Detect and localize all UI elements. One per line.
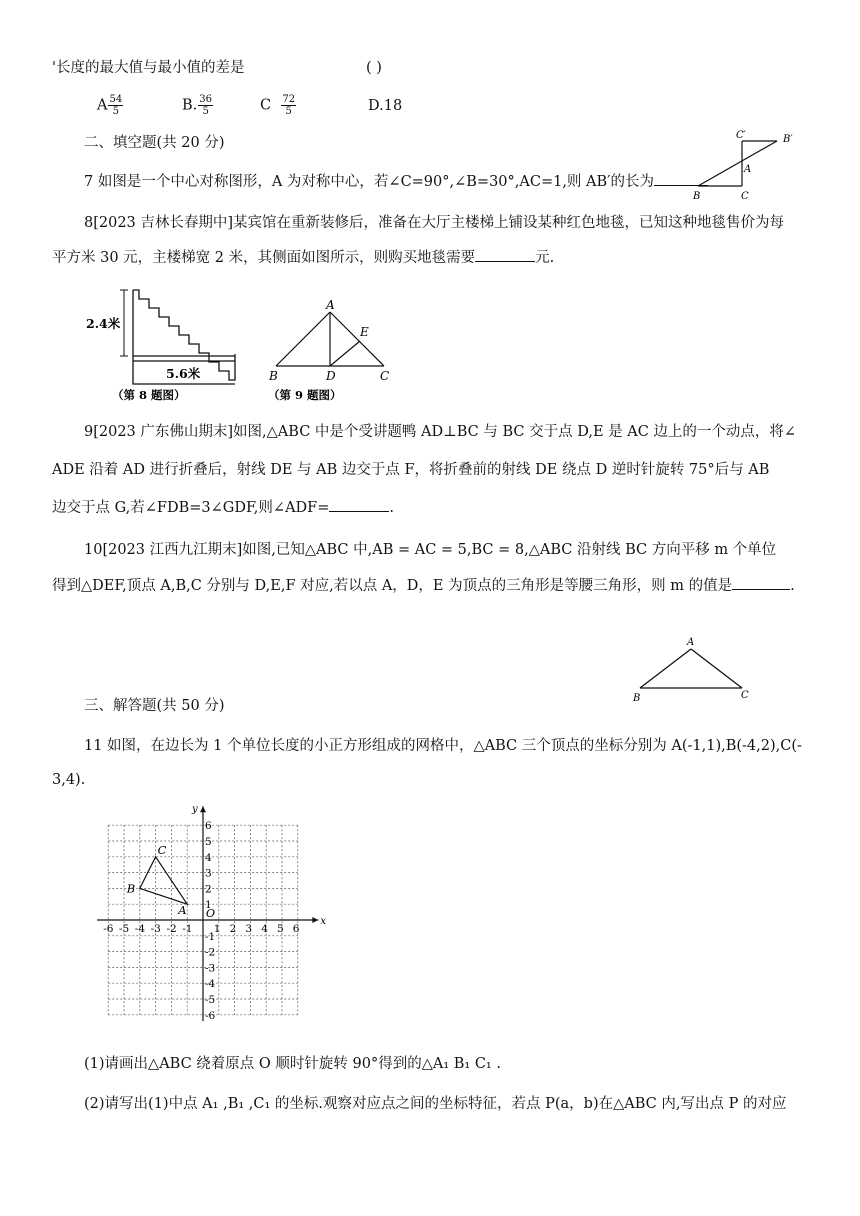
q8-width-label: 5.6米 — [166, 366, 201, 381]
y-tick-label: 6 — [205, 820, 212, 833]
q6-answer-paren: ( ) — [366, 60, 382, 76]
y-tick-label: 1 — [205, 899, 212, 912]
triangle-abc — [140, 857, 187, 904]
x-tick-label: -4 — [134, 923, 146, 935]
q10-line-2: 得到△DEF,顶点 A,B,C 分别与 D,E,F 对应,若以点 A，D，E 为顶点的三角形是等腰三角形，则 m 的值是 . — [52, 578, 795, 594]
q9-answer-blank[interactable] — [329, 511, 389, 512]
q8-figure-caption: （第 8 题图） — [112, 388, 186, 402]
x-tick-label: 1 — [213, 923, 221, 935]
q6-option-b — [182, 94, 213, 117]
vertex-label-a: A — [178, 903, 187, 918]
q9-label-b: B — [269, 369, 278, 383]
q11-part-2: (2)请写出(1)中点 A₁ ,B₁ ,C₁ 的坐标.观察对应点之间的坐标特征，若点 P(a，b)在△ABC 内,写出点 P 的对应 — [84, 1096, 787, 1112]
q10-stem: 得到△DEF,顶点 A,B,C 分别与 D,E,F 对应,若以点 A，D，E 为顶点的三角形是等腰三角形，则 m 的值是 — [52, 578, 733, 594]
q10-line-1: 10[2023 江西九江期末]如图,已知△ABC 中,AB = AC = 5,BC = 8,△ABC 沿射线 BC 方向平移 m 个单位 — [84, 542, 777, 558]
y-axis-arrow-icon — [200, 806, 206, 812]
q7-label-c: C — [741, 191, 749, 202]
q9-line-2: ADE 沿着 AD 进行折叠后，射线 DE 与 AB 边交于点 F，将折叠前的射线 DE 绕点 D 逆时针旋转 75°后与 AB — [52, 462, 770, 478]
y-tick-label: 4 — [205, 851, 212, 864]
option-c-fraction: $\frac{72}{5}$ — [282, 94, 296, 117]
section-title-fill-in: 二、填空题(共 20 分) — [84, 135, 225, 151]
vertex-label-c: C — [157, 842, 167, 857]
x-tick-label: -6 — [103, 923, 114, 935]
option-b-label: B. — [182, 97, 198, 114]
x-tick-label: 2 — [229, 923, 237, 935]
y-tick-label: 3 — [205, 867, 212, 880]
q8-height-label: 2.4米 — [86, 316, 121, 331]
y-tick-label: -6 — [205, 1009, 216, 1022]
q9-figure-caption: （第 9 题图） — [268, 388, 342, 402]
y-tick-label: -1 — [205, 930, 216, 943]
y-tick-label: -4 — [205, 978, 216, 991]
q8-staircase-figure — [86, 284, 246, 404]
q7-figure — [690, 128, 800, 202]
y-tick-label: -2 — [205, 946, 216, 959]
y-tick-label: 2 — [205, 883, 212, 896]
q9-stem: 边交于点 G,若∠FDB=3∠GDF,则∠ADF= — [52, 500, 330, 516]
q10-label-a: A — [687, 637, 695, 648]
x-tick-label: 3 — [245, 923, 253, 935]
q8-line-2 — [52, 248, 554, 268]
option-b-fraction: $\frac{36}{5}$ — [199, 94, 212, 117]
option-c-label: C — [260, 97, 272, 114]
q11-line-2: 3,4). — [52, 772, 86, 788]
y-tick-label: -3 — [205, 962, 216, 975]
q9-label-d: D — [326, 369, 336, 383]
q11-coordinate-grid — [86, 798, 326, 1044]
option-a-label: A — [97, 97, 108, 114]
q10-label-c: C — [741, 690, 749, 701]
q7-label-b: B — [693, 191, 701, 202]
q8-unit: 元. — [535, 250, 555, 266]
q10-triangle-figure — [628, 634, 758, 704]
q7-label-b-prime: B′ — [783, 134, 793, 145]
x-tick-label: -3 — [150, 923, 161, 935]
x-axis-label: x — [320, 916, 326, 927]
q11-part-1: (1)请画出△ABC 绕着原点 O 顺时针旋转 90°得到的△A₁ B₁ C₁ . — [84, 1056, 501, 1072]
x-axis-arrow-icon — [312, 917, 318, 923]
y-tick-label: 5 — [205, 836, 212, 848]
q11-line-1: 11 如图，在边长为 1 个单位长度的小正方形组成的网格中，△ABC 三个顶点的坐标分别为 A(-1,1),B(-4,2),C(- — [84, 738, 802, 754]
q7-text — [84, 172, 708, 192]
q9-line-3: 边交于点 G,若∠FDB=3∠GDF,则∠ADF= . — [52, 500, 394, 516]
q8-stem: 平方米 30 元，主楼梯宽 2 米，其侧面如图所示，则购买地毯需要 — [52, 250, 476, 266]
y-axis-label: y — [192, 804, 198, 816]
q10-answer-blank[interactable] — [732, 589, 790, 590]
q9-label-c: C — [380, 369, 390, 383]
vertex-label-b: B — [126, 881, 136, 896]
q7-label-c-prime: C′ — [736, 130, 746, 141]
q9-label-a: A — [326, 298, 335, 312]
x-tick-label: -1 — [182, 923, 193, 935]
q6-option-d: D.18 — [368, 98, 403, 114]
x-tick-label: -2 — [166, 923, 177, 935]
x-tick-label: 6 — [292, 923, 300, 935]
q7-stem: 7 如图是一个中心对称图形，A 为对称中心，若∠C=90°,∠B=30°,AC=1,则 AB′的长为 — [84, 174, 654, 190]
x-tick-label: -5 — [119, 923, 130, 935]
x-tick-label: 4 — [261, 923, 268, 935]
q7-label-a: A — [744, 164, 752, 175]
y-tick-label: -5 — [205, 994, 216, 1006]
section-title-solve: 三、解答题(共 50 分) — [84, 698, 225, 714]
q9-line-1: 9[2023 广东佛山期末]如图,△ABC 中是个受讲题鸭 AD⊥BC 与 BC 交于点 D,E 是 AC 边上的一个动点，将∠ — [84, 424, 797, 440]
q6-stem: '长度的最大值与最小值的差是 — [52, 60, 245, 76]
q8-line-1: 8[2023 吉林长春期中]某宾馆在重新装修后，准备在大厅主楼梯上铺设某种红色地毯，已知这种地毯售价为每 — [84, 215, 785, 231]
x-tick-label: 5 — [277, 923, 284, 935]
option-a-fraction: $\frac{54}{5}$ — [109, 94, 123, 117]
q6-option-a — [97, 94, 123, 117]
q6-option-c — [260, 94, 296, 117]
q9-triangle-figure — [262, 296, 402, 406]
q9-label-e: E — [360, 325, 369, 339]
q8-answer-blank[interactable] — [475, 261, 535, 262]
origin-label: O — [206, 907, 216, 920]
q10-label-b: B — [633, 693, 641, 704]
